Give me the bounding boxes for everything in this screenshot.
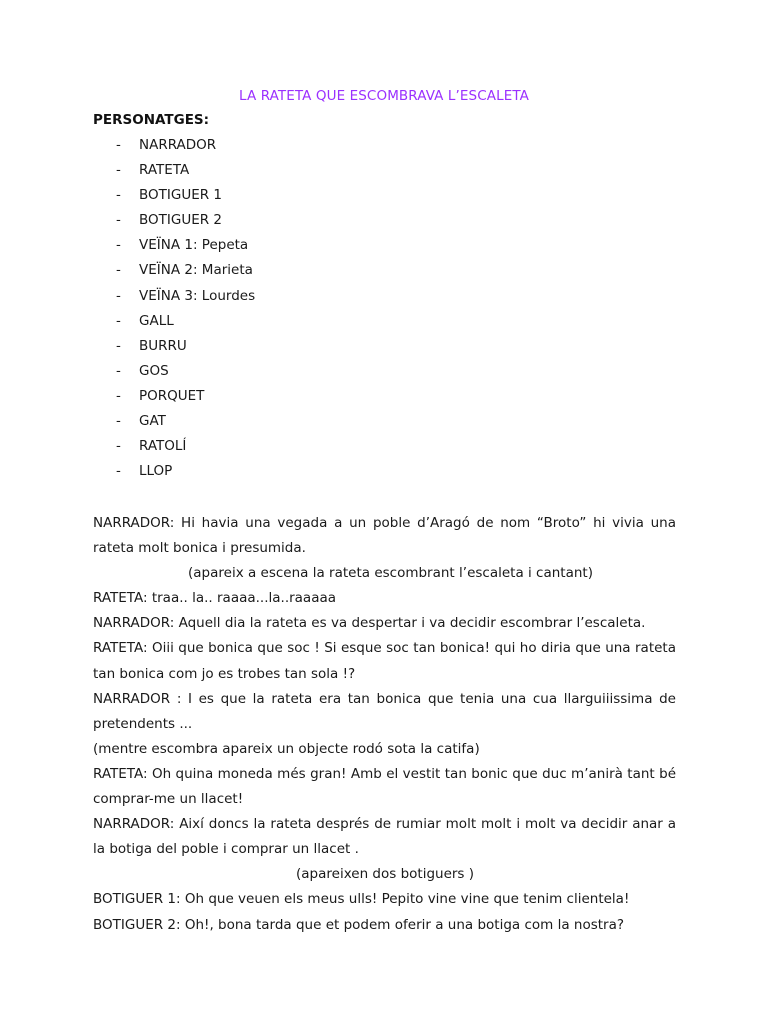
dialogue-line: NARRADOR: Hi havia una vegada a un poble d’Aragó de nom “Broto” hi vivia una rateta molt bonica i presumida.	[93, 515, 676, 557]
page-title: LA RATETA QUE ESCOMBRAVA L’ESCALETA	[239, 88, 529, 104]
list-dash: -	[116, 187, 121, 204]
list-dash: -	[116, 463, 121, 480]
character-name: LLOP	[139, 463, 173, 480]
character-name: VEÏNA 3: Lourdes	[139, 287, 256, 304]
character-name: BURRU	[139, 337, 187, 354]
list-dash: -	[116, 337, 121, 354]
dialogue-line: NARRADOR : I es que la rateta era tan bonica que tenia una cua llarguiiissima de pretendents ...	[93, 690, 676, 732]
character-name: PORQUET	[139, 387, 205, 404]
list-dash: -	[116, 237, 121, 254]
list-dash: -	[116, 413, 121, 430]
character-name: BOTIGUER 2	[139, 212, 223, 229]
character-name: GOS	[139, 362, 169, 379]
character-name: BOTIGUER 1	[139, 187, 223, 204]
stage-direction: (mentre escombra apareix un objecte rodó sota la catifa)	[93, 740, 480, 757]
list-dash: -	[116, 312, 121, 329]
list-dash: -	[116, 287, 121, 304]
character-name: NARRADOR	[139, 137, 217, 153]
list-dash: -	[116, 438, 121, 455]
list-dash: -	[116, 137, 121, 153]
dialogue-line: NARRADOR: Així doncs la rateta després de rumiar molt molt i molt va decidir anar a la botiga del poble i comprar un llacet .	[93, 816, 676, 858]
list-dash: -	[116, 362, 121, 379]
list-dash: -	[116, 212, 121, 229]
character-name: RATOLÍ	[139, 438, 187, 455]
character-name: VEÏNA 2: Marieta	[139, 262, 253, 279]
script-body	[93, 511, 676, 938]
characters-heading: PERSONATGES:	[93, 112, 210, 128]
character-name: RATETA	[139, 162, 190, 179]
dialogue-line: NARRADOR: Aquell dia la rateta es va despertar i va decidir escombrar l’escaleta.	[93, 615, 646, 632]
character-name: GALL	[139, 312, 174, 329]
list-dash: -	[116, 162, 121, 179]
dialogue-line: BOTIGUER 1: Oh que veuen els meus ulls! Pepito vine vine que tenim clientela!	[93, 891, 630, 908]
stage-direction: (apareix a escena la rateta escombrant l’escaleta i cantant)	[188, 565, 593, 582]
dialogue-line: RATETA: traa.. la.. raaaa...la..raaaaa	[93, 590, 337, 607]
character-name: GAT	[139, 413, 166, 430]
dialogue-line: RATETA: Oiii que bonica que soc ! Si esque soc tan bonica! qui ho diria que una rateta tan bonica com jo es trobes tan sola !?	[93, 640, 676, 682]
stage-direction: (apareixen dos botiguers )	[296, 866, 475, 883]
character-name: VEÏNA 1: Pepeta	[139, 237, 249, 254]
dialogue-line: BOTIGUER 2: Oh!, bona tarda que et podem oferir a una botiga com la nostra?	[93, 916, 625, 933]
list-dash: -	[116, 387, 121, 404]
dialogue-line: RATETA: Oh quina moneda més gran! Amb el vestit tan bonic que duc m’anirà tant bé comprar-me un llacet!	[93, 765, 676, 808]
list-dash: -	[116, 262, 121, 279]
